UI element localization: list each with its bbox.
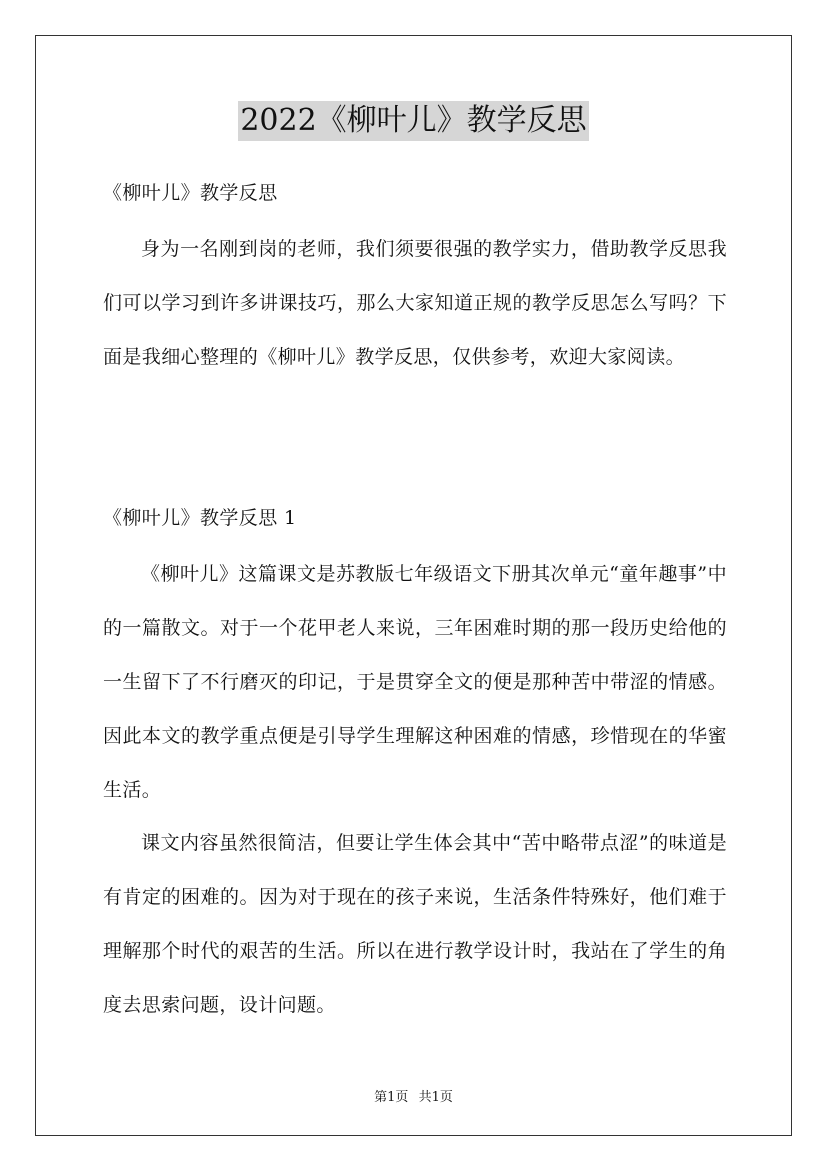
intro-heading: 《柳叶儿》教学反思 xyxy=(103,182,278,204)
section1-paragraph-2: 课文内容虽然很简洁，但要让学生体会其中“苦中略带点涩”的味道是有肯定的困难的。因为对于现在的孩子来说，生活条件特殊好，他们难于理解那个时代的艰苦的生活。所以在进行教学设计时，我站在了学生的角度去思索问题，设计问题。 xyxy=(103,832,727,1016)
intro-paragraph: 身为一名刚到岗的老师，我们须要很强的教学实力，借助教学反思我们可以学习到许多讲课技巧，那么大家知道正规的教学反思怎么写吗？下面是我细心整理的《柳叶儿》教学反思，仅供参考，欢迎大家阅读。 xyxy=(103,238,727,368)
document-title-text: 2022《柳叶儿》教学反思 xyxy=(238,101,588,141)
page-number: 第1页 xyxy=(374,1090,409,1105)
section1-paragraph-1: 《柳叶儿》这篇课文是苏教版七年级语文下册其次单元“童年趣事”中的一篇散文。对于一个花甲老人来说，三年困难时期的那一段历史给他的一生留下了不行磨灭的印记，于是贯穿全文的便是那种苦中带涩的情感。因此本文的教学重点便是引导学生理解这种困难的情感，珍惜现在的华蜜生活。 xyxy=(103,563,727,801)
section1-heading: 《柳叶儿》教学反思 1 xyxy=(103,507,297,529)
page-total: 共1页 xyxy=(418,1090,453,1105)
document-title xyxy=(0,100,827,141)
page-footer xyxy=(0,1086,827,1105)
